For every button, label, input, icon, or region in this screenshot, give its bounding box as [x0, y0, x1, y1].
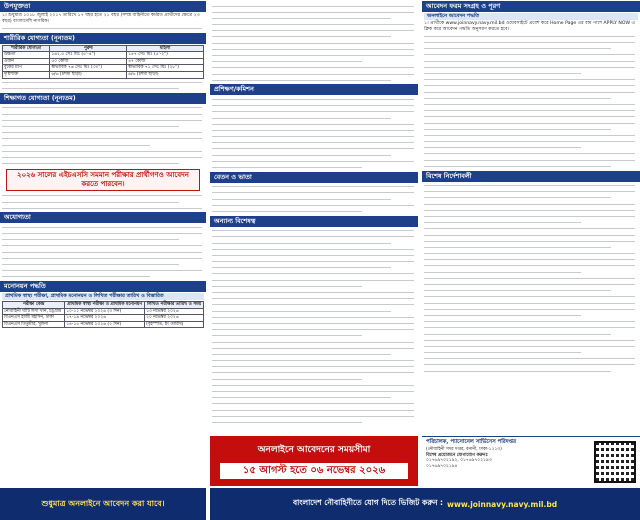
qr-code-icon[interactable] [594, 441, 636, 483]
contact-phone-1: ০১৭৬৯৭০২১৯২, ০১৭৬৯৭০২১৯৩ [426, 458, 492, 464]
deadline-dates: ১৫ আগস্ট হতে ০৬ নভেম্বর ২০২৬ [220, 463, 408, 479]
instructions-header: বিশেষ নির্দেশাবলী [422, 171, 640, 182]
eligibility-text: ১। শুধুমাত্র ১০১৮ জুলাই ২০১৭ তারিখে ১৭ বছর হতে ২১ বছর (সশস্ত্র বাহিনীতে কর্মরত প্রার্থীদের ক্ষেত্রে ২৩ বছর) বাংলাদেশি নাগরিক। [2, 13, 200, 25]
physical-table: শারীরিক যোগ্যতা পুরুষ মহিলা উচ্চতা ১৬২.৫ সেঃ মিঃ (৫'-৪") ১৫৭ সেঃ মিঃ (৫'-২") ওজন ৫০ কেজি ৪৭ কেজি বুকের মাপ স্বাভাবিক ৭৬ সেঃ মিঃ (৩০") স্বাভাবিক ৭১ সেঃ মিঃ (২৮") দৃষ্টিশক্তি ৬/৬ (চশমা ছাড়া) ৬/৬ (চশমা ছাড়া) [2, 45, 204, 79]
contact-org: (নৌবাহিনী সদর দপ্তর, বনানী, ঢাকা-১২১৩) [426, 447, 502, 452]
website-link[interactable]: www.joinnavy.navy.mil.bd [447, 499, 558, 509]
training-header: প্রশিক্ষণ/কমিশন [210, 84, 418, 95]
education-header: শিক্ষাগত যোগ্যতা (নূন্যতম) [0, 93, 206, 104]
middle-column [210, 0, 418, 426]
selection-header: মনোনয়ন পদ্ধতি [0, 281, 206, 292]
salary-header: বেতন ও ভাতা [210, 172, 418, 183]
online-only-banner: শুধুমাত্র অনলাইনে আবেদন করা যাবে। [0, 488, 206, 520]
table-row: বিএনএস হাজী মহসিন, ঢাকা ১৭-১৯ নভেম্বর ২০২৬ ২০ নভেম্বর ২০২৬ [3, 315, 204, 322]
table-row: ওজন ৫০ কেজি ৪৭ কেজি [3, 58, 204, 65]
contact-phone-2: ০১৭৬৯৭০২১৯৪ [426, 463, 458, 469]
visit-text: বাংলাদেশ নৌবাহিনীতে যোগ দিতে ভিজিট করুন : [292, 498, 444, 507]
table-row: দৃষ্টিশক্তি ৬/৬ (চশমা ছাড়া) ৬/৬ (চশমা ছাড়া) [3, 71, 204, 78]
deadline-title: অনলাইনে আবেদনের সময়সীমা [257, 445, 371, 455]
table-row: বুকের মাপ স্বাভাবিক ৭৬ সেঃ মিঃ (৩০") স্বাভাবিক ৭১ সেঃ মিঃ (২৮") [3, 65, 204, 72]
contact-title: পরিচালক, প্যাসোনেল সার্ভিসেস পরিদপ্তর [426, 439, 516, 445]
contact-label: বিশেষ প্রয়োজনে যোগাযোগ করুনঃ [426, 452, 488, 458]
right-column [422, 0, 640, 374]
table-row: নৌবাহিনী ঘাঁটি ঈসা খান, চট্টগ্রাম ১০-১২ নভেম্বর ২০২৬ (৩ দিন) ১৩ নভেম্বর ২০২৬ [3, 308, 204, 315]
apply-header: আবেদন ফরম সংগ্রহ ও পূরণ [422, 1, 640, 12]
deadline-box [210, 436, 418, 486]
table-row: উচ্চতা ১৬২.৫ সেঃ মিঃ (৫'-৪") ১৫৭ সেঃ মিঃ (৫'-২") [3, 52, 204, 59]
contact-box [422, 436, 640, 487]
physical-header: শারীরিক যোগ্যতা (নূন্যতম) [0, 33, 206, 44]
apply-text: ১। প্রার্থীকে www.joinnavy.navy.mil.bd ওয়েবসাইটে প্রবেশ করে Home Page এর বাম পাশে APPLY NOW এ ক্লিক করে আবেদন পদ্ধতি অনুসরণ করতে হবে। [424, 21, 635, 33]
hsc-2026-notice: ২০২৬ সালের এইচএসসি সমমান পরীক্ষার প্রার্থীগণও আবেদন করতে পারবেন। [6, 169, 200, 191]
selection-table: পরীক্ষা কেন্দ্র প্রাথমিক স্বাস্থ্য পরীক্ষা ও প্রাথমিক মনোনয়ন লিখিত পরীক্ষার তারিখ ও সময় নৌবাহিনী ঘাঁটি ঈসা খান, চট্টগ্রাম ১০-১২ নভেম্বর ২০২৬ (৩ দিন) ১৩ নভেম্বর ২০২৬ বিএনএস হাজী মহসিন, ঢাকা ১৭-১৯ নভেম্বর ২০২৬ ২০ নভেম্বর ২০২৬ বিএনএস তিতুমীর, খুলনা ১৪-১৫ নভেম্বর ২০২৬ (২ দিন) (বৃহস্পতি, ইং তারিখ) [2, 301, 204, 328]
other-features-header: অন্যান্য বিশেষত্ব [210, 216, 418, 227]
left-column [0, 0, 206, 329]
eligibility-header: উপযুক্ততা [0, 1, 206, 12]
apply-subheader: অনলাইনে আবেদন পদ্ধতি [424, 13, 638, 20]
selection-subheader: প্রাথমিক স্বাস্থ্য পরীক্ষা, প্রাথমিক মনোনয়ন ও লিখিত পরীক্ষার তারিখ ও বিস্তারিত [2, 293, 204, 300]
ineligibility-header: অযোগ্যতা [0, 212, 206, 223]
table-row: বিএনএস তিতুমীর, খুলনা ১৪-১৫ নভেম্বর ২০২৬ (২ দিন) (বৃহস্পতি, ইং তারিখ) [3, 321, 204, 328]
visit-website-banner [210, 488, 640, 520]
